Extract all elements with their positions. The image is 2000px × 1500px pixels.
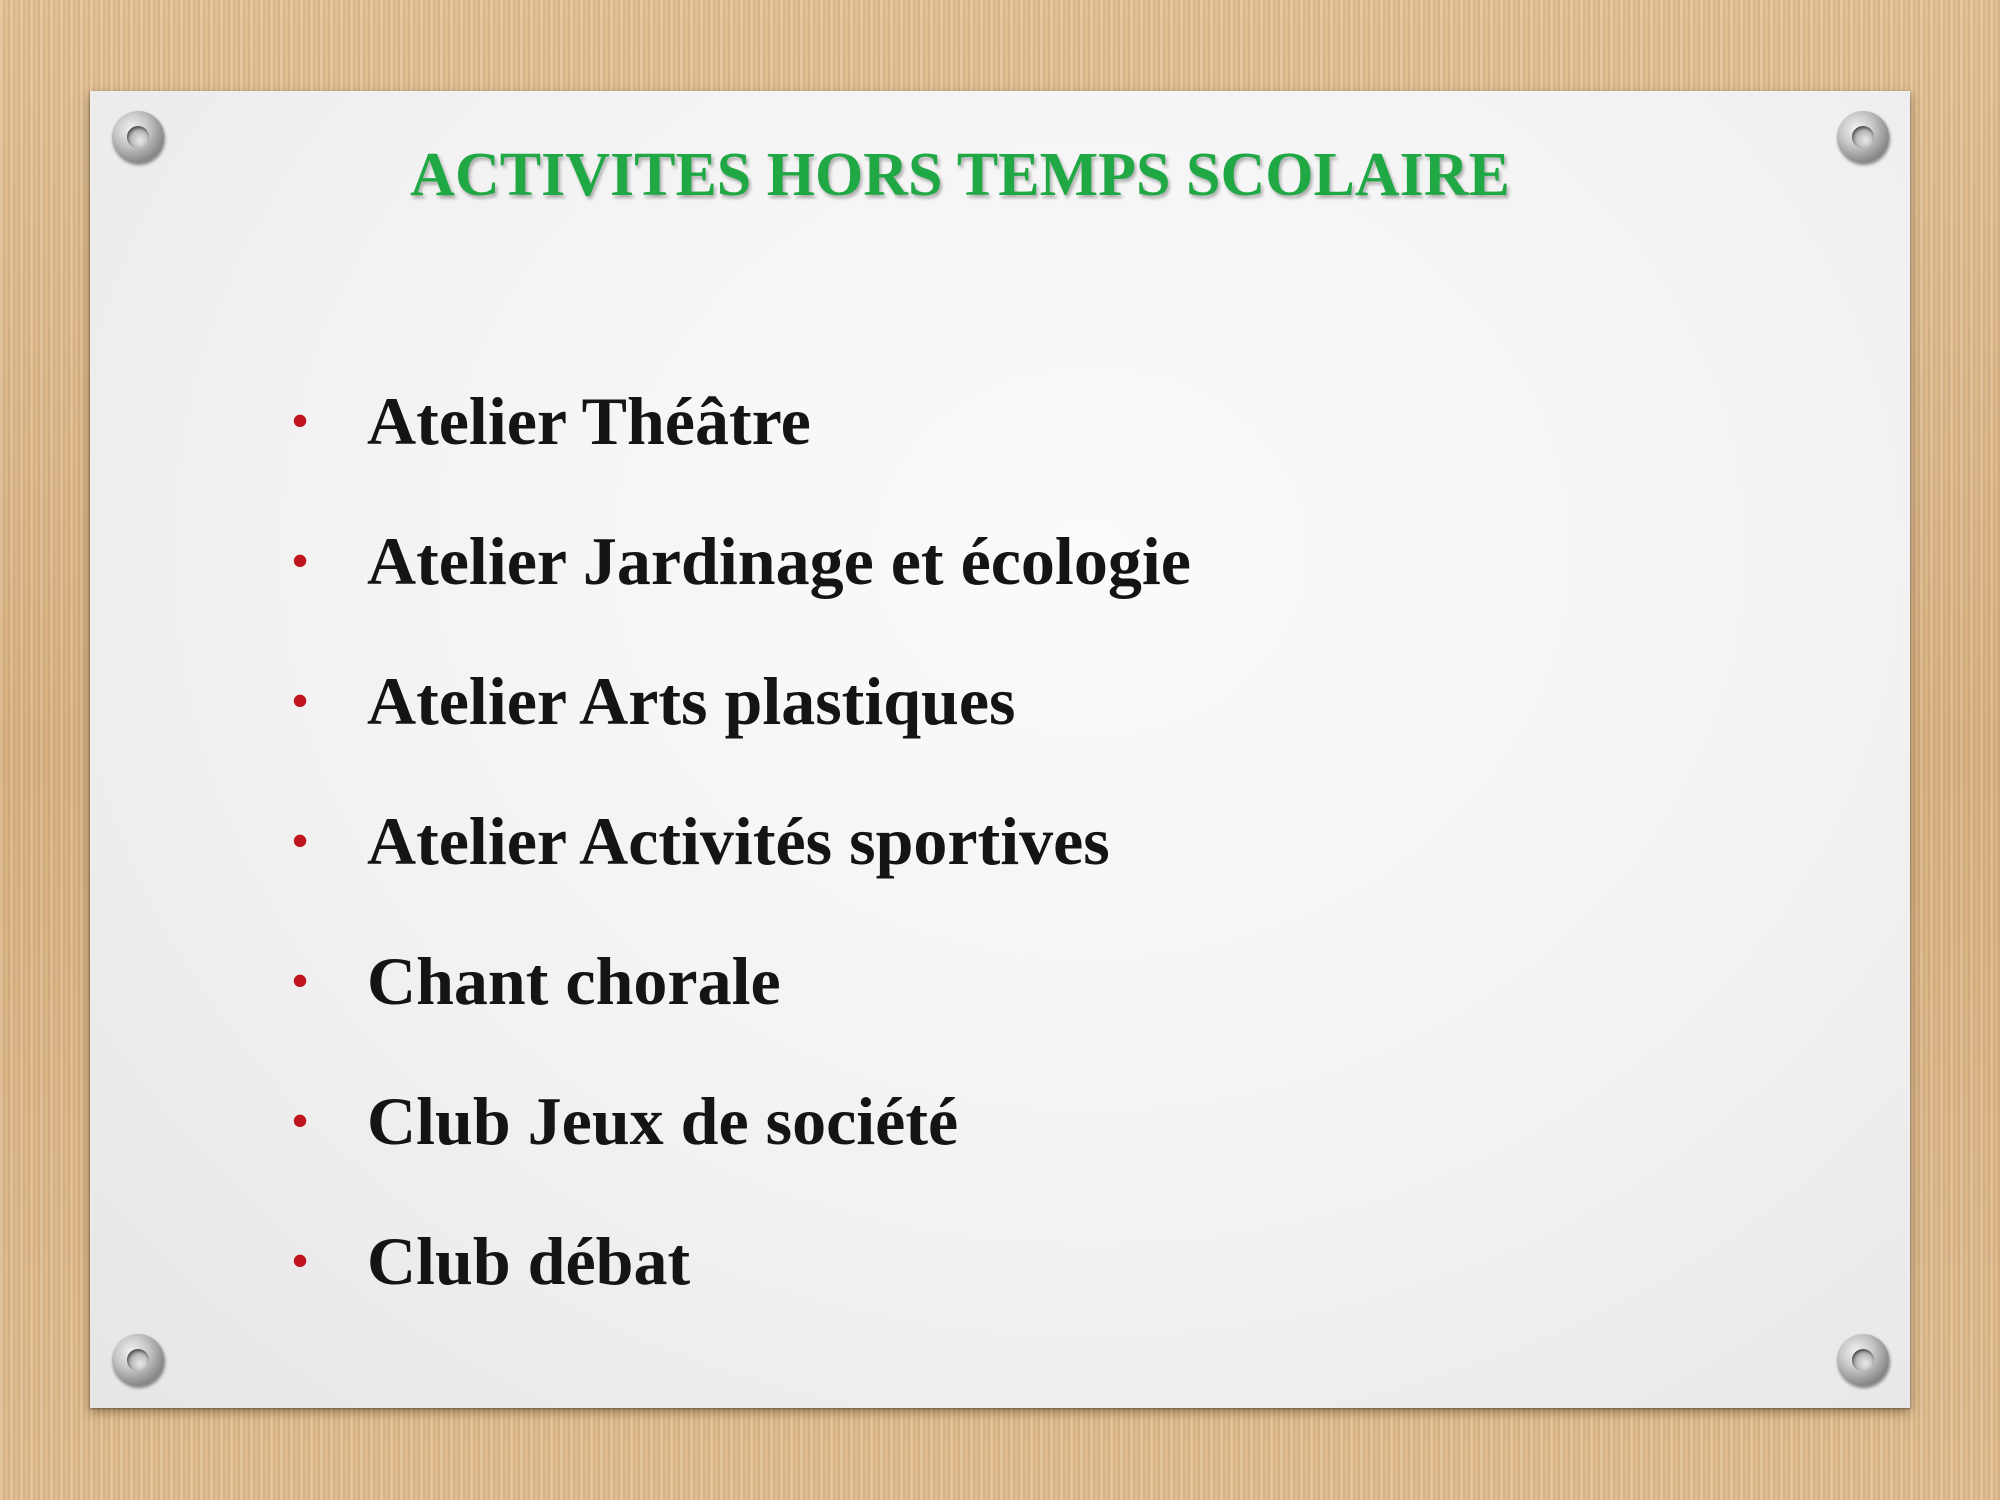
bullet-icon: • xyxy=(292,1095,309,1146)
list-item xyxy=(200,351,1191,491)
list-item-label: Atelier Arts plastiques xyxy=(367,663,1016,739)
list-item-label: Chant chorale xyxy=(367,943,781,1019)
list-item-label: Atelier Théâtre xyxy=(367,383,811,459)
list-item xyxy=(200,631,1191,771)
list-item-label: Club Jeux de société xyxy=(367,1083,959,1159)
activity-list xyxy=(200,351,1191,1331)
grommet-icon xyxy=(1837,1334,1889,1386)
bullet-icon: • xyxy=(292,1235,309,1286)
bullet-icon: • xyxy=(292,395,309,446)
bullet-icon: • xyxy=(292,955,309,1006)
list-item xyxy=(200,1051,1191,1191)
bullet-icon: • xyxy=(292,535,309,586)
list-item xyxy=(200,491,1191,631)
grommet-icon xyxy=(112,111,164,163)
slide-title: ACTIVITES HORS TEMPS SCOLAIRE xyxy=(410,141,1510,209)
list-item xyxy=(200,911,1191,1051)
slide-card xyxy=(90,91,1910,1408)
grommet-icon xyxy=(1837,111,1889,163)
bullet-icon: • xyxy=(292,815,309,866)
list-item-label: Club débat xyxy=(367,1223,691,1299)
bullet-icon: • xyxy=(292,675,309,726)
list-item xyxy=(200,771,1191,911)
list-item-label: Atelier Jardinage et écologie xyxy=(367,523,1191,599)
list-item xyxy=(200,1191,1191,1331)
grommet-icon xyxy=(112,1334,164,1386)
list-item-label: Atelier Activités sportives xyxy=(367,803,1110,879)
